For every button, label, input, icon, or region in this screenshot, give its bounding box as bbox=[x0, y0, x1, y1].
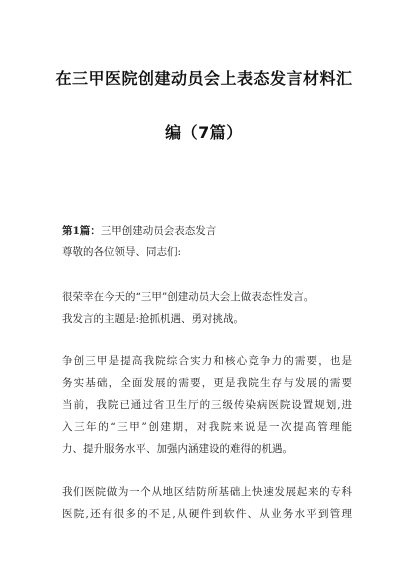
document-title-line-1: 在三甲医院创建动员会上表态发言材料汇 bbox=[55, 69, 353, 88]
paragraph-2-line-3: 当前，我院已通过省卫生厅的三级传染病医院设置规划,进 bbox=[62, 399, 352, 411]
paragraph-3-line-1: 我们医院做为一个从地区结防所基础上快速发展起来的专科 bbox=[62, 486, 352, 498]
paragraph-1-line-1: 很荣幸在今天的“三甲”创建动员大会上做表态性发言。 bbox=[62, 291, 315, 303]
paragraph-2-line-2: 务实基础，全面发展的需要，更是我院生存与发展的需要 bbox=[62, 377, 352, 389]
paragraph-2-line-4: 入三年的“三甲”创建期，对我院来说是一次提高管理能 bbox=[62, 421, 352, 433]
section-heading bbox=[62, 224, 352, 238]
paragraph-2-line-5: 力、提升服务水平、加强内涵建设的难得的机遇。 bbox=[62, 443, 293, 455]
paragraph-2-line-1: 争创三甲是提高我院综合实力和核心竞争力的需要，也是 bbox=[62, 355, 352, 367]
paragraph-1-line-2: 我发言的主题是:抢抓机遇、勇对挑战。 bbox=[62, 313, 245, 325]
section-title: 三甲创建动员会表态发言 bbox=[100, 225, 217, 237]
salutation: 尊敬的各位领导、同志们: bbox=[62, 246, 182, 258]
paragraph-3-line-2: 医院,还有很多的不足,从硬件到软件、从业务水平到管理 bbox=[62, 508, 352, 520]
document-title-line-2: 编（7篇） bbox=[165, 123, 243, 142]
section-label: 第1篇： bbox=[62, 225, 101, 237]
